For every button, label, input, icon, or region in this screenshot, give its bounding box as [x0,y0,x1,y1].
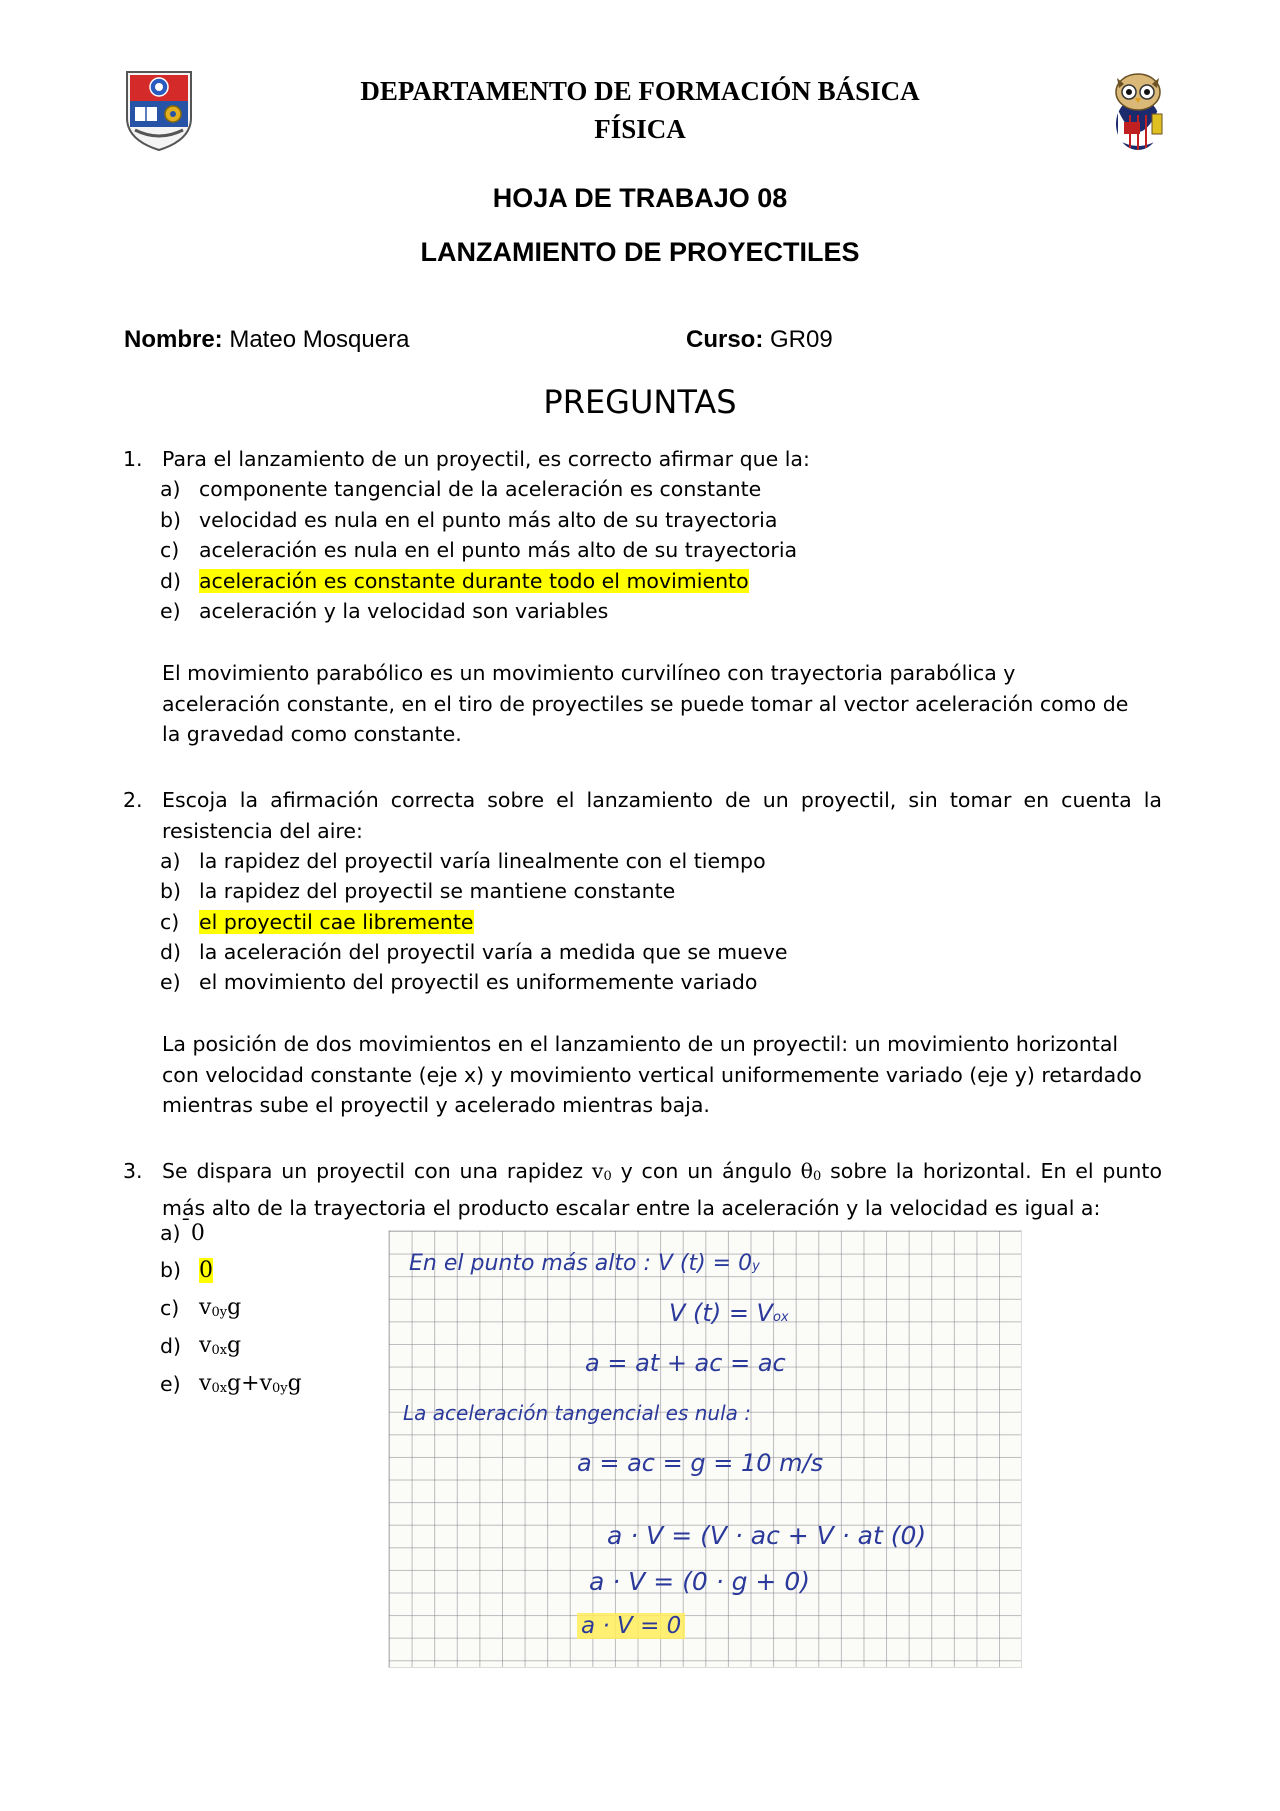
q2-option-d: la aceleración del proyectil varía a medida que se mueve [199,940,788,964]
name-field [124,326,409,354]
course-value: GR09 [770,326,833,353]
department-line: DEPARTAMENTO DE FORMACIÓN BÁSICA [360,76,920,106]
hw-line-2: V (t) = Vox [669,1299,789,1327]
q1-option-c-letter: c) [160,538,180,562]
course-label: Curso: [686,326,764,353]
hw-line-8: a · V = 0 [577,1613,685,1639]
sheet-title: HOJA DE TRABAJO 08 [492,183,788,213]
q3-option-d: v0xg [199,1333,242,1358]
q2-option-b-letter: b) [160,879,182,903]
q3-option-b-selected: 0 [199,1258,213,1283]
subject-line: FÍSICA [594,114,686,144]
university-shield-logo [121,70,197,152]
q3-option-c-letter: c) [160,1296,180,1320]
section-title: PREGUNTAS [543,383,737,421]
q1-option-d-letter: d) [160,569,182,593]
hw-line-5: a = ac = g = 10 m/s [577,1449,824,1477]
q1-number: 1. [123,447,143,471]
department-title [200,72,1080,148]
q3-option-c: v0yg [199,1295,242,1320]
q1-option-c: aceleración es nula en el punto más alto de su trayectoria [199,538,798,562]
name-label: Nombre: [124,326,223,353]
q1-explanation: El movimiento parabólico es un movimiento curvilíneo con trayectoria parabólica y aceleración constante, en el tiro de proyectiles se puede tomar al vector aceleración como de la gravedad como constante. [162,661,1129,746]
q3-option-a: a)¯0 [160,1215,205,1246]
hw-line-1: En el punto más alto : V (t) = 0y [409,1251,760,1276]
q3-text: Se dispara un proyectil con una rapidez v0 y con un ángulo θ0 sobre la horizontal. En el punto más alto de la trayectoria el producto escalar entre la aceleración y la velocidad es igual a: [162,1159,1162,1220]
hw-line-3: a = at + ac = ac [585,1349,786,1377]
q1-option-b: velocidad es nula en el punto más alto de su trayectoria [199,508,778,532]
q2-option-c-selected: el proyectil cae libremente [199,910,474,934]
q2-option-c-letter: c) [160,910,180,934]
course-field [686,326,833,354]
q2-explanation: La posición de dos movimientos en el lanzamiento de un proyectil: un movimiento horizontal con velocidad constante (eje x) y movimiento vertical uniformemente variado (eje y) retardado mientras sube el proyectil y acelerado mientras baja. [162,1032,1142,1117]
hw-line-7: a · V = (0 · g + 0) [589,1567,810,1596]
q1-option-a-letter: a) [160,477,181,501]
q1-option-b-letter: b) [160,508,182,532]
q3-option-e: v0xg+v0yg [199,1371,302,1396]
q3-number: 3. [123,1159,143,1183]
q2-number: 2. [123,788,143,812]
q2-option-a-letter: a) [160,849,181,873]
q2-text: Escoja la afirmación correcta sobre el lanzamiento de un proyectil, sin tomar en cuenta la resistencia del aire: [162,788,1162,843]
theta-symbol: θ [800,1159,813,1183]
q2-option-a: la rapidez del proyectil varía linealmente con el tiempo [199,849,766,873]
q3-option-b-letter: b) [160,1258,182,1282]
handwritten-solution-image [388,1230,1022,1668]
q1-text: Para el lanzamiento de un proyectil, es correcto afirmar que la: [162,447,810,471]
v-symbol: v [591,1159,604,1183]
q3-option-d-letter: d) [160,1334,182,1358]
q1-option-d-selected: aceleración es constante durante todo el movimiento [199,569,749,593]
q2-option-b: la rapidez del proyectil se mantiene constante [199,879,676,903]
q3-option-e-letter: e) [160,1372,181,1396]
hw-line-6: a · V = (V · ac + V · at (0) [607,1521,927,1550]
hw-line-4: La aceleración tangencial es nula : [403,1401,751,1425]
q1-option-e-letter: e) [160,599,181,623]
topic-title: LANZAMIENTO DE PROYECTILES [420,237,860,267]
q2-option-e-letter: e) [160,970,181,994]
q1-option-e: aceleración y la velocidad son variables [199,599,609,623]
q2-option-e: el movimiento del proyectil es uniformemente variado [199,970,758,994]
name-value: Mateo Mosquera [229,326,410,353]
q2-option-d-letter: d) [160,940,182,964]
owl-mascot-logo [1108,70,1168,152]
q1-option-a: componente tangencial de la aceleración es constante [199,477,762,501]
